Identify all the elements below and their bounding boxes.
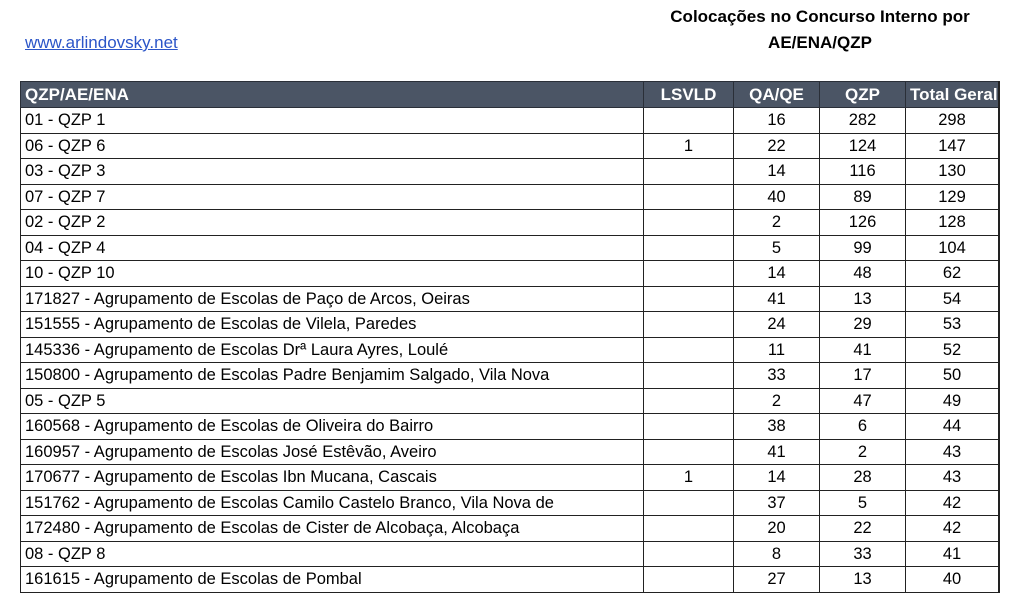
cell-qa-qe: 8 — [734, 541, 820, 567]
cell-qzp: 126 — [820, 210, 906, 236]
cell-lsvld — [644, 312, 734, 338]
table-row — [21, 210, 999, 236]
cell-lsvld: 1 — [644, 133, 734, 159]
cell-qa-qe: 41 — [734, 439, 820, 465]
cell-qa-qe: 22 — [734, 133, 820, 159]
cell-qzp-ae-ena: 151555 - Agrupamento de Escolas de Vilela, Paredes — [21, 312, 644, 338]
cell-qa-qe: 37 — [734, 490, 820, 516]
cell-lsvld — [644, 363, 734, 389]
cell-qa-qe: 33 — [734, 363, 820, 389]
cell-lsvld — [644, 286, 734, 312]
cell-lsvld — [644, 261, 734, 287]
table-row — [21, 159, 999, 185]
column-header-qzp: QZP — [820, 82, 906, 108]
column-header-total-geral: Total Geral — [906, 82, 999, 108]
cell-qzp: 89 — [820, 184, 906, 210]
cell-qzp-ae-ena: 151762 - Agrupamento de Escolas Camilo Castelo Branco, Vila Nova de — [21, 490, 644, 516]
cell-lsvld — [644, 567, 734, 593]
cell-lsvld — [644, 235, 734, 261]
cell-qa-qe: 14 — [734, 159, 820, 185]
cell-lsvld — [644, 108, 734, 134]
cell-qa-qe: 14 — [734, 261, 820, 287]
cell-lsvld — [644, 541, 734, 567]
cell-qzp-ae-ena: 160957 - Agrupamento de Escolas José Estêvão, Aveiro — [21, 439, 644, 465]
cell-total-geral: 50 — [906, 363, 999, 389]
cell-qzp-ae-ena: 145336 - Agrupamento de Escolas Drª Laura Ayres, Loulé — [21, 337, 644, 363]
cell-lsvld — [644, 388, 734, 414]
cell-qzp-ae-ena: 150800 - Agrupamento de Escolas Padre Benjamim Salgado, Vila Nova — [21, 363, 644, 389]
cell-qzp-ae-ena: 10 - QZP 10 — [21, 261, 644, 287]
cell-total-geral: 52 — [906, 337, 999, 363]
table-row — [21, 235, 999, 261]
cell-total-geral: 49 — [906, 388, 999, 414]
table-row — [21, 286, 999, 312]
cell-qzp-ae-ena: 05 - QZP 5 — [21, 388, 644, 414]
cell-qzp: 13 — [820, 286, 906, 312]
table-right-edge — [998, 81, 1000, 593]
cell-lsvld — [644, 184, 734, 210]
cell-qa-qe: 2 — [734, 210, 820, 236]
cell-qzp-ae-ena: 01 - QZP 1 — [21, 108, 644, 134]
table-header-row — [21, 82, 999, 108]
cell-lsvld: 1 — [644, 465, 734, 491]
cell-qa-qe: 24 — [734, 312, 820, 338]
cell-total-geral: 43 — [906, 439, 999, 465]
title-line-1: Colocações no Concurso Interno por — [670, 7, 970, 26]
placements-table-container — [20, 81, 998, 593]
cell-qzp: 17 — [820, 363, 906, 389]
cell-qzp: 116 — [820, 159, 906, 185]
table-row — [21, 261, 999, 287]
cell-qzp-ae-ena: 02 - QZP 2 — [21, 210, 644, 236]
cell-qa-qe: 20 — [734, 516, 820, 542]
table-row — [21, 388, 999, 414]
cell-lsvld — [644, 439, 734, 465]
cell-total-geral: 43 — [906, 465, 999, 491]
column-header-qa-qe: QA/QE — [734, 82, 820, 108]
cell-qzp-ae-ena: 172480 - Agrupamento de Escolas de Cister de Alcobaça, Alcobaça — [21, 516, 644, 542]
table-row — [21, 516, 999, 542]
cell-total-geral: 129 — [906, 184, 999, 210]
table-row — [21, 490, 999, 516]
table-row — [21, 414, 999, 440]
cell-qa-qe: 27 — [734, 567, 820, 593]
cell-qzp: 124 — [820, 133, 906, 159]
cell-qa-qe: 2 — [734, 388, 820, 414]
table-row — [21, 133, 999, 159]
cell-qzp: 99 — [820, 235, 906, 261]
site-link[interactable]: www.arlindovsky.net — [25, 33, 178, 52]
cell-qa-qe: 16 — [734, 108, 820, 134]
cell-qzp-ae-ena: 03 - QZP 3 — [21, 159, 644, 185]
cell-total-geral: 128 — [906, 210, 999, 236]
cell-lsvld — [644, 490, 734, 516]
cell-lsvld — [644, 414, 734, 440]
cell-qzp: 28 — [820, 465, 906, 491]
cell-qzp-ae-ena: 07 - QZP 7 — [21, 184, 644, 210]
table-row — [21, 439, 999, 465]
cell-lsvld — [644, 337, 734, 363]
cell-qzp: 47 — [820, 388, 906, 414]
cell-lsvld — [644, 516, 734, 542]
cell-qzp: 33 — [820, 541, 906, 567]
cell-qa-qe: 11 — [734, 337, 820, 363]
cell-qzp-ae-ena: 06 - QZP 6 — [21, 133, 644, 159]
cell-total-geral: 44 — [906, 414, 999, 440]
table-row — [21, 541, 999, 567]
cell-qzp: 22 — [820, 516, 906, 542]
cell-qzp: 5 — [820, 490, 906, 516]
table-row — [21, 337, 999, 363]
cell-total-geral: 62 — [906, 261, 999, 287]
column-header-lsvld: LSVLD — [644, 82, 734, 108]
column-header-qzp-ae-ena: QZP/AE/ENA — [21, 82, 644, 108]
cell-lsvld — [644, 210, 734, 236]
cell-total-geral: 53 — [906, 312, 999, 338]
cell-qzp-ae-ena: 160568 - Agrupamento de Escolas de Oliveira do Bairro — [21, 414, 644, 440]
cell-qa-qe: 41 — [734, 286, 820, 312]
cell-qzp-ae-ena: 170677 - Agrupamento de Escolas Ibn Mucana, Cascais — [21, 465, 644, 491]
cell-qa-qe: 38 — [734, 414, 820, 440]
placements-table — [20, 81, 999, 593]
cell-total-geral: 298 — [906, 108, 999, 134]
cell-total-geral: 41 — [906, 541, 999, 567]
table-row — [21, 184, 999, 210]
cell-qzp-ae-ena: 08 - QZP 8 — [21, 541, 644, 567]
cell-total-geral: 42 — [906, 516, 999, 542]
cell-total-geral: 147 — [906, 133, 999, 159]
cell-qzp: 41 — [820, 337, 906, 363]
cell-total-geral: 130 — [906, 159, 999, 185]
cell-total-geral: 104 — [906, 235, 999, 261]
cell-qzp: 2 — [820, 439, 906, 465]
cell-qzp-ae-ena: 161615 - Agrupamento de Escolas de Pombal — [21, 567, 644, 593]
cell-qzp: 29 — [820, 312, 906, 338]
cell-qzp: 6 — [820, 414, 906, 440]
cell-qzp: 13 — [820, 567, 906, 593]
cell-lsvld — [644, 159, 734, 185]
cell-qa-qe: 40 — [734, 184, 820, 210]
cell-qzp: 48 — [820, 261, 906, 287]
cell-qzp-ae-ena: 04 - QZP 4 — [21, 235, 644, 261]
table-row — [21, 465, 999, 491]
table-row — [21, 312, 999, 338]
cell-total-geral: 54 — [906, 286, 999, 312]
cell-qa-qe: 14 — [734, 465, 820, 491]
cell-qzp: 282 — [820, 108, 906, 134]
cell-qa-qe: 5 — [734, 235, 820, 261]
cell-total-geral: 40 — [906, 567, 999, 593]
cell-qzp-ae-ena: 171827 - Agrupamento de Escolas de Paço de Arcos, Oeiras — [21, 286, 644, 312]
table-row — [21, 567, 999, 593]
cell-total-geral: 42 — [906, 490, 999, 516]
table-row — [21, 108, 999, 134]
table-row — [21, 363, 999, 389]
title-line-2: AE/ENA/QZP — [768, 33, 872, 52]
table-body — [21, 108, 999, 593]
document-title — [640, 4, 1000, 56]
